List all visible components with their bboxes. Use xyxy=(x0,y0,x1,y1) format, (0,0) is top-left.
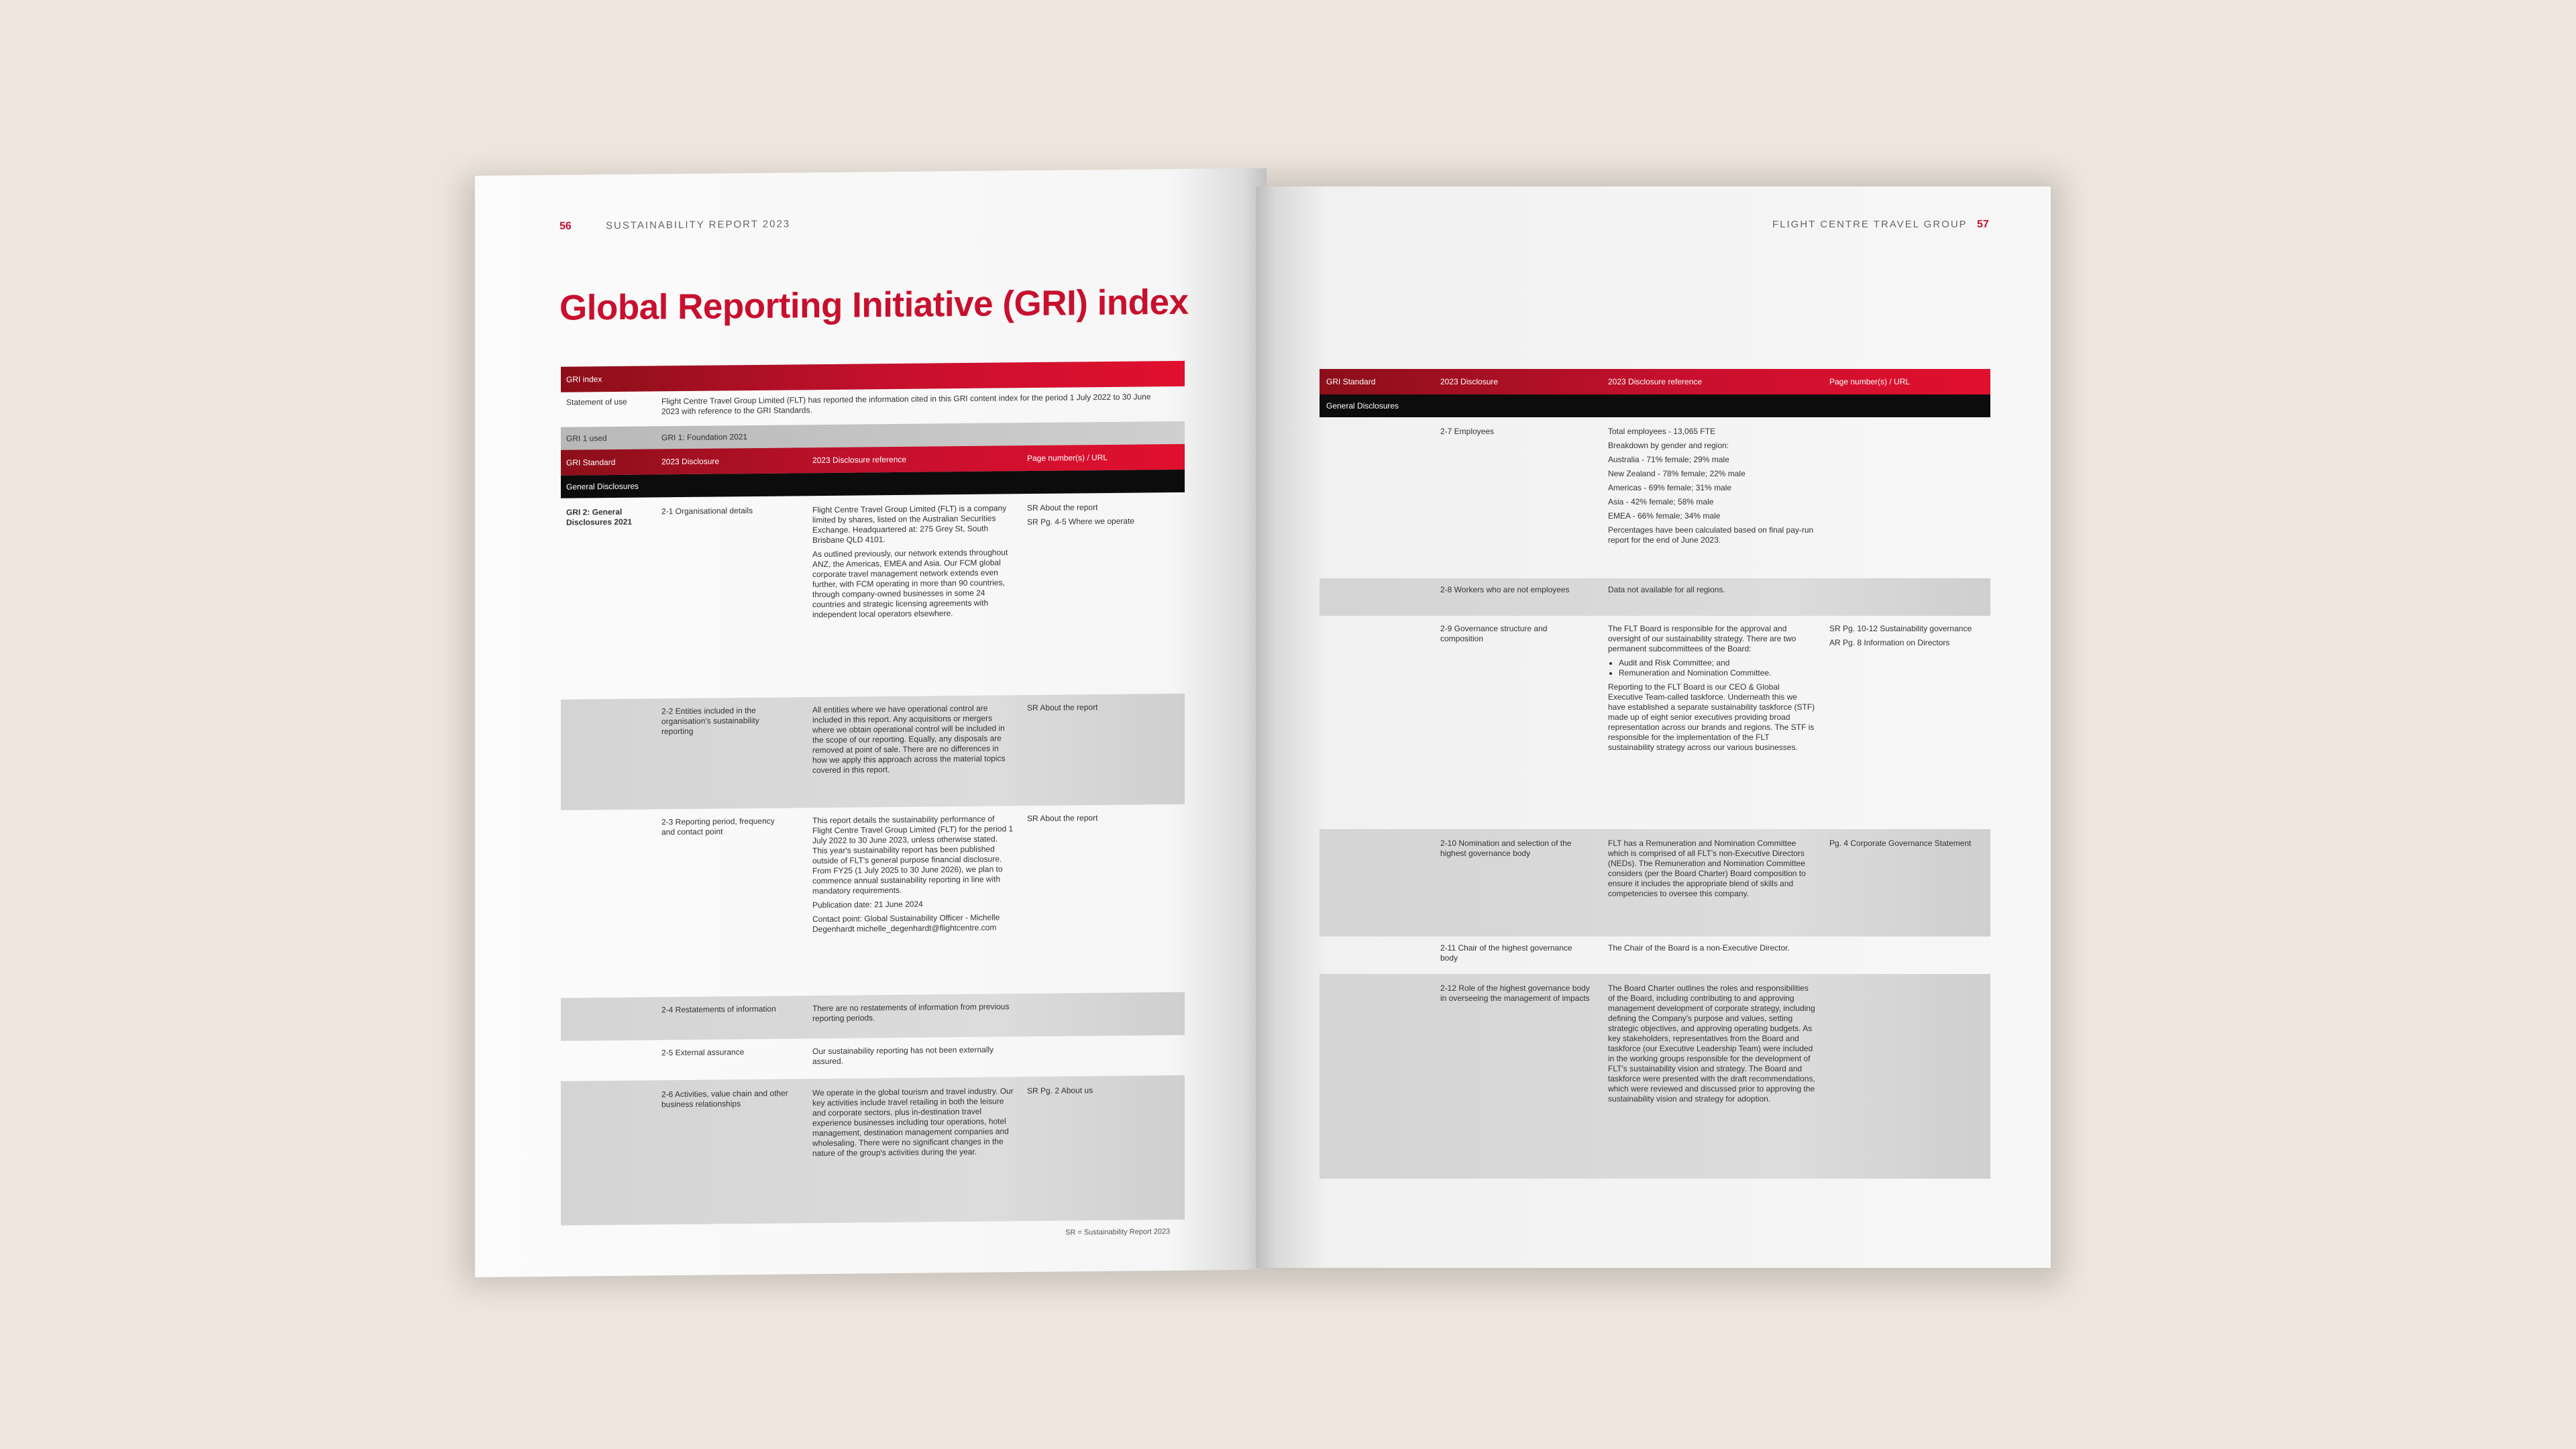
running-header: SUSTAINABILITY REPORT 2023 xyxy=(606,218,791,232)
reference-paragraph: The FLT Board is responsible for the approval and oversight of our sustainability strategy. There are two permanent subcommittees of the Board: xyxy=(1608,624,1796,653)
statement-row xyxy=(561,386,1185,427)
page-ref xyxy=(1027,812,1181,828)
reference-paragraph: New Zealand - 78% female; 22% male xyxy=(1608,469,1746,478)
reference-paragraph: Asia - 42% female; 58% male xyxy=(1608,497,1714,506)
page-ref xyxy=(1027,502,1181,531)
section-bar xyxy=(1320,394,1990,417)
page-ref-line: AR Pg. 8 Information on Directors xyxy=(1829,638,1950,647)
reference-bullets xyxy=(1608,658,1816,678)
gri-index-table xyxy=(1320,369,1990,1179)
reference-paragraph: There are no restatements of information from previous reporting periods. xyxy=(812,1002,1010,1024)
statement-text: Flight Centre Travel Group Limited (FLT) has reported the information cited in this GRI content index for the period 1 July 2022 to 30 June 2023 with reference to the GRI Standards. xyxy=(661,392,1151,417)
reference xyxy=(812,1086,1014,1163)
bullet-item: • Remuneration and Nomination Committee. xyxy=(1619,668,1816,678)
reference-paragraph: Australia - 71% female; 29% male xyxy=(1608,455,1729,464)
standard-label: GRI 2: General Disclosures 2021 xyxy=(566,506,633,527)
reference xyxy=(812,703,1014,780)
reference xyxy=(1608,427,1816,549)
header-page: Page number(s) / URL xyxy=(1829,377,1911,386)
disclosure: 2-6 Activities, value chain and other business relationships xyxy=(661,1088,788,1110)
header-reference: 2023 Disclosure reference xyxy=(812,454,907,466)
page-ref xyxy=(1027,702,1181,717)
table-row xyxy=(1320,417,1990,578)
page-ref-line: SR Pg. 10-12 Sustainability governance xyxy=(1829,624,1972,633)
reference-paragraph: Reporting to the FLT Board is our CEO & Global Executive Team-called taskforce. Underneath this we have established a separate sustainability taskforce (STF) made up of eight senior executives providing broad representation across our brands and regions. The STF is responsible for the implementation of the FLT sustainability strategy across our various businesses. xyxy=(1608,682,1815,752)
disclosure: 2-12 Role of the highest governance body in overseeing the management of impacts xyxy=(1440,983,1590,1003)
page-ref xyxy=(1829,839,1984,853)
gri-index-table xyxy=(561,361,1185,1226)
table-row xyxy=(561,1075,1185,1226)
page-ref xyxy=(1027,1085,1181,1100)
table-row xyxy=(561,992,1185,1041)
gri1-label: GRI 1 used xyxy=(566,433,607,443)
reference-paragraph: Percentages have been calculated based on final pay-run report for the end of June 2023. xyxy=(1608,525,1814,545)
disclosure: 2-4 Restatements of information xyxy=(661,1004,776,1015)
table-row xyxy=(561,492,1185,700)
page-ref-line: SR About the report xyxy=(1027,702,1098,713)
page-number: 57 xyxy=(1977,219,1989,230)
header-gri-standard: GRI Standard xyxy=(566,457,616,468)
reference-paragraph: All entities where we have operational control are included in this report. Any acquisitions or mergers where we obtain operational control will be included in the scope of our reporting. Equally, any disposals are removed at point of sale. There are no differences in how we apply this approach across the material topics covered in this report. xyxy=(812,703,1006,775)
reference xyxy=(1608,943,1816,957)
page-number: 56 xyxy=(559,220,572,232)
disclosure: 2-9 Governance structure and composition xyxy=(1440,624,1548,643)
reference xyxy=(812,503,1014,624)
reference xyxy=(1608,839,1816,903)
reference xyxy=(812,1002,1014,1028)
reference-paragraph: The Chair of the Board is a non-Executive Director. xyxy=(1608,943,1790,953)
header-disclosure: 2023 Disclosure xyxy=(661,456,720,467)
section-label: General Disclosures xyxy=(1326,401,1399,411)
page-ref-line: SR Pg. 2 About us xyxy=(1027,1085,1093,1096)
reference xyxy=(1608,983,1816,1108)
disclosure: 2-7 Employees xyxy=(1440,427,1495,436)
reference-paragraph: Breakdown by gender and region: xyxy=(1608,441,1729,450)
table-row xyxy=(1320,936,1990,974)
gri-index-label: GRI index xyxy=(566,374,602,384)
table-row xyxy=(1320,974,1990,1179)
disclosure: 2-10 Nomination and selection of the highest governance body xyxy=(1440,839,1572,858)
reference-paragraph: Flight Centre Travel Group Limited (FLT) is a company limited by shares, listed on the Australian Securities Exchange. Headquartered at: 275 Grey St, South Brisbane QLD 4101. xyxy=(812,503,1007,545)
running-header: FLIGHT CENTRE TRAVEL GROUP xyxy=(1772,219,1968,230)
section-label: General Disclosures xyxy=(566,481,639,492)
header-gri-standard: GRI Standard xyxy=(1326,377,1376,386)
table-row xyxy=(1320,578,1990,616)
left-page xyxy=(475,168,1267,1277)
header-page: Page number(s) / URL xyxy=(1027,452,1108,464)
disclosure: 2-11 Chair of the highest governance body xyxy=(1440,943,1572,963)
reference xyxy=(812,1044,1014,1071)
reference-paragraph: Contact point: Global Sustainability Officer - Michelle Degenhardt michelle_degenhardt@flightcentre.com xyxy=(812,912,1000,934)
table-header xyxy=(1320,369,1990,394)
reference xyxy=(1608,624,1816,757)
page-ref-line: SR Pg. 4-5 Where we operate xyxy=(1027,516,1135,527)
page-ref-line: SR About the report xyxy=(1027,502,1098,513)
table-row xyxy=(1320,829,1990,936)
disclosure: 2-3 Reporting period, frequency and contact point xyxy=(661,816,775,837)
reference-paragraph: We operate in the global tourism and travel industry. Our key activities include travel retailing in both the leisure and corporate sectors, plus in-destination travel experience businesses including tour operations, hotel management, destination management companies and wholesaling. There were no significant changes in the nature of the group's activities during the year. xyxy=(812,1086,1014,1159)
reference-paragraph: As outlined previously, our network extends throughout ANZ, the Americas, EMEA and Asia. Our FCM global corporate travel management network extends even further, with FCM operating in more than 90 countries, through company-owned businesses in some 24 countries and strategic licensing agreements with independent local operators elsewhere. xyxy=(812,547,1008,620)
reference-paragraph: Americas - 69% female; 31% male xyxy=(1608,483,1732,492)
right-page xyxy=(1256,186,2051,1268)
disclosure: 2-1 Organisational details xyxy=(661,506,753,517)
table-row xyxy=(561,804,1185,998)
reference-paragraph: EMEA - 66% female; 34% male xyxy=(1608,511,1721,521)
header-disclosure: 2023 Disclosure xyxy=(1440,377,1499,386)
bullet-item: • Audit and Risk Committee; and xyxy=(1619,658,1816,668)
statement-label: Statement of use xyxy=(566,396,627,407)
table-row xyxy=(1320,616,1990,829)
disclosure: 2-5 External assurance xyxy=(661,1047,745,1058)
reference-paragraph: Publication date: 21 June 2024 xyxy=(812,899,923,910)
header-reference: 2023 Disclosure reference xyxy=(1608,377,1703,386)
table-row xyxy=(561,694,1185,810)
page-footer: SR = Sustainability Report 2023 xyxy=(1065,1228,1171,1237)
page-ref xyxy=(1829,624,1984,652)
page-title: Global Reporting Initiative (GRI) index xyxy=(559,282,1189,328)
disclosure: 2-2 Entities included in the organisation's sustainability reporting xyxy=(661,705,759,737)
reference-paragraph: The Board Charter outlines the roles and responsibilities of the Board, including contributing to and approving management development of corporate strategy, including defining the Company's purpose and values, setting strategic objectives, and approving operating budgets. As key stakeholders, representatives from the Board and taskforce (our Executive Leadership Team) were included in the working groups responsible for the development of FLT's sustainability vision and strategy. The Board and taskforce were presented with the draft recommendations, which were reviewed and discussed prior to approving the sustainability vision and strategy for adoption. xyxy=(1608,983,1815,1104)
reference-paragraph: Data not available for all regions. xyxy=(1608,585,1725,594)
reference-paragraph: This report details the sustainability performance of Flight Centre Travel Group Limited (FLT) for the period 1 July 2022 to 30 June 2023, unless otherwise stated. This year's sustainability report has been published outside of FLT's general purpose financial disclosure. From FY25 (1 July 2025 to 30 June 2026), we plan to commence annual sustainability reporting in line with mandatory requirements. xyxy=(812,814,1014,896)
reference-paragraph: FLT has a Remuneration and Nomination Committee which is comprised of all FLT's non-Executive Directors (NEDs). The Remuneration and Nomination Committee considers (per the Board Charter) Board composition to ensure it includes the appropriate blend of skills and competencies to oversee this company. xyxy=(1608,839,1806,898)
reference-paragraph: Total employees - 13,065 FTE xyxy=(1608,427,1716,436)
table-row xyxy=(561,1035,1185,1081)
page-ref-line: SR About the report xyxy=(1027,813,1098,824)
reference-paragraph: Our sustainability reporting has not been externally assured. xyxy=(812,1044,994,1067)
reference xyxy=(812,814,1014,938)
disclosure: 2-8 Workers who are not employees xyxy=(1440,585,1570,594)
page-ref-line: Pg. 4 Corporate Governance Statement xyxy=(1829,839,1972,848)
gri1-value: GRI 1: Foundation 2021 xyxy=(661,432,748,443)
reference xyxy=(1608,585,1816,599)
